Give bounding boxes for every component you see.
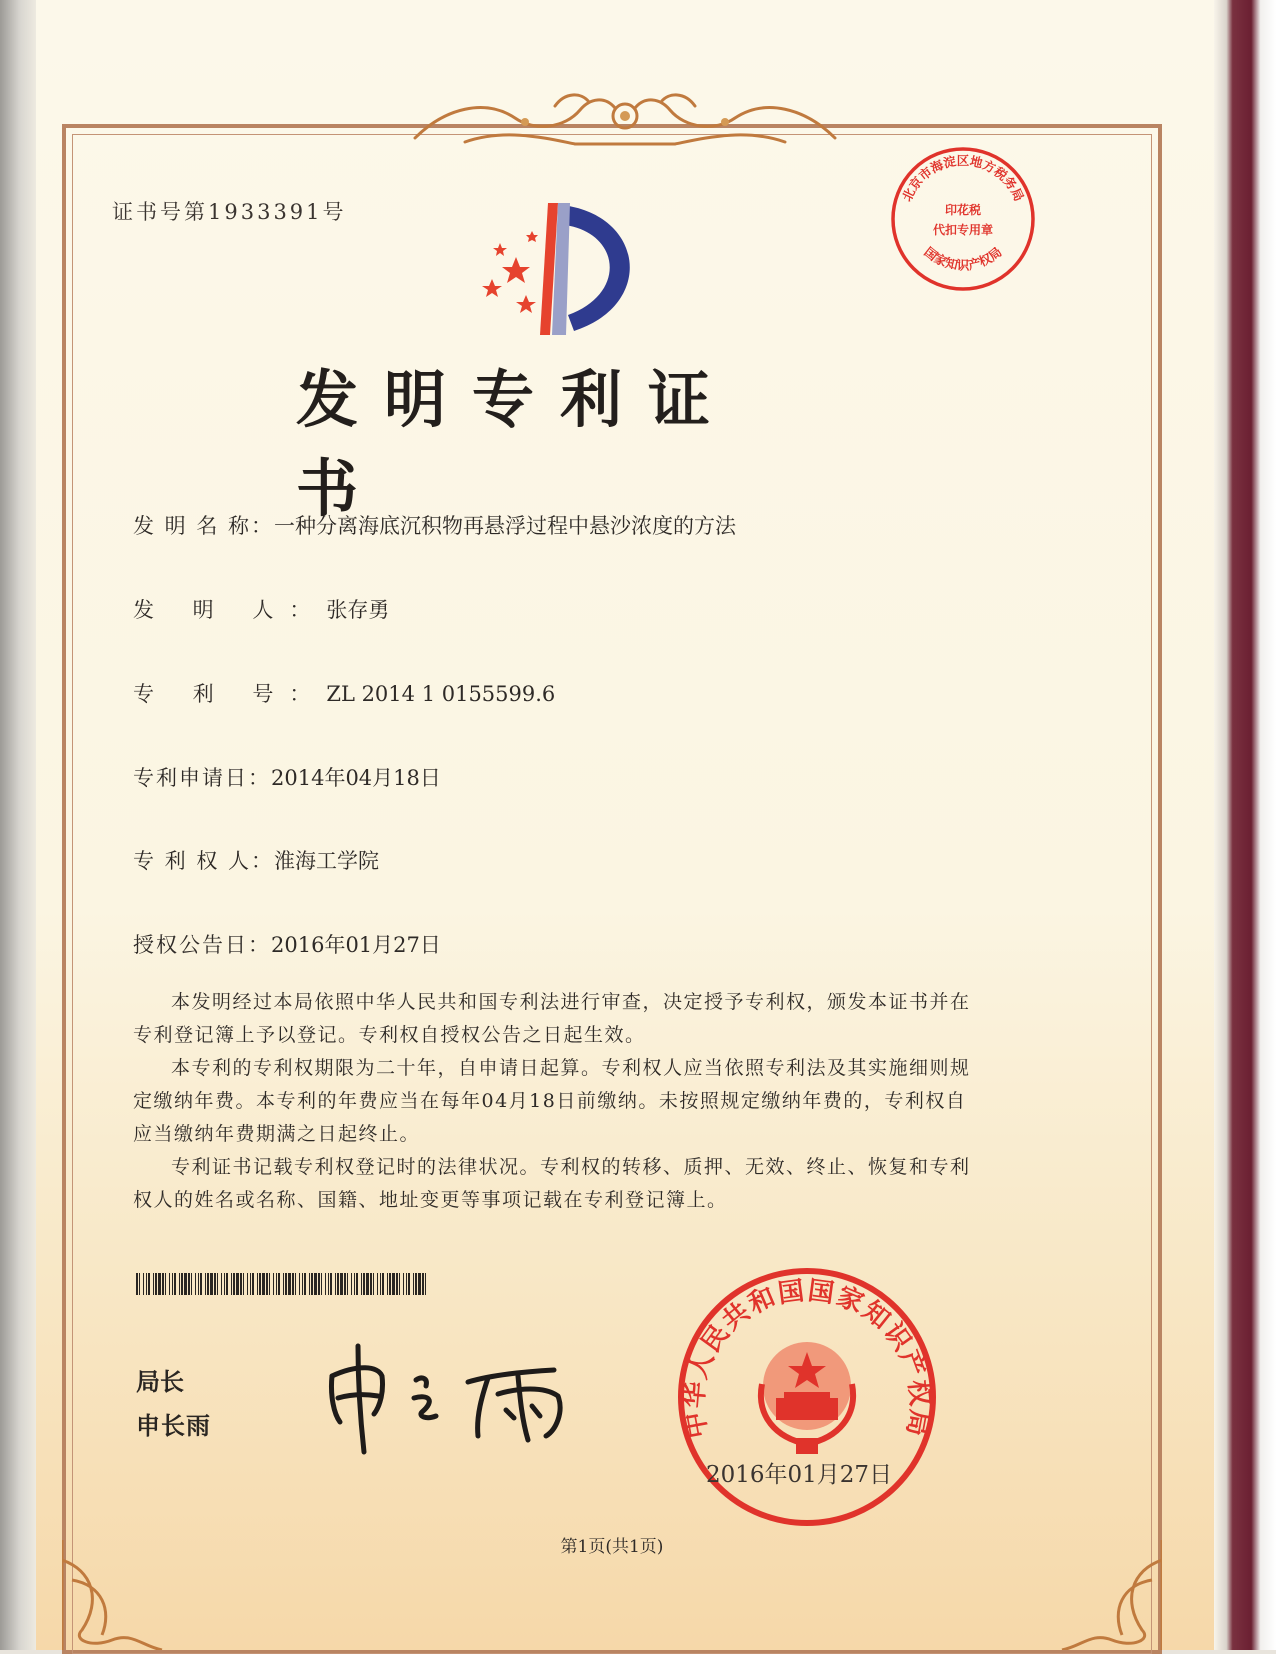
barcode-bar — [325, 1273, 326, 1295]
tax-stamp-text-1: 印花税 — [944, 203, 982, 217]
barcode-bar — [266, 1273, 268, 1295]
director-name: 申长雨 — [136, 1412, 211, 1440]
barcode-bar — [181, 1273, 183, 1295]
barcode-icon — [136, 1273, 428, 1295]
tax-stamp-text-2: 代扣专用章 — [932, 223, 994, 237]
barcode-bar — [184, 1273, 187, 1295]
inventor-value: 张存勇 — [326, 598, 390, 622]
field-patentee — [133, 845, 379, 875]
barcode-bar — [231, 1273, 232, 1295]
barcode-bar — [396, 1273, 398, 1295]
barcode-bar — [276, 1273, 277, 1295]
barcode-bar — [205, 1273, 206, 1295]
barcode-bar — [278, 1273, 280, 1295]
barcode-bar — [285, 1273, 287, 1295]
certificate-title: 发明专利证书 — [296, 363, 737, 525]
page-footer: 第1页(共1页) — [560, 1537, 664, 1557]
patentee-label: 专 利 权 人： — [133, 849, 275, 873]
barcode-bar — [146, 1273, 147, 1295]
barcode-bar — [143, 1273, 144, 1295]
barcode-bar — [288, 1273, 291, 1295]
barcode-bar — [136, 1273, 138, 1295]
barcode-bar — [425, 1273, 426, 1295]
barcode-bar — [380, 1273, 381, 1295]
barcode-bar — [292, 1273, 294, 1295]
barcode-bar — [262, 1273, 265, 1295]
top-ornament-icon — [405, 88, 845, 152]
barcode-bar — [139, 1273, 140, 1295]
barcode-bar — [370, 1273, 372, 1295]
barcode-bar — [283, 1273, 284, 1295]
cnipa-logo-icon — [470, 195, 660, 340]
patentee-value: 淮海工学院 — [274, 849, 380, 873]
field-invention-name — [133, 510, 736, 540]
barcode-bar — [188, 1273, 190, 1295]
barcode-bar — [299, 1273, 300, 1295]
director-title: 局长 — [136, 1368, 184, 1396]
barcode-bar — [221, 1273, 222, 1295]
barcode-bar — [169, 1273, 170, 1295]
tax-stamp-seal — [888, 144, 1038, 294]
barcode-bar — [377, 1273, 378, 1295]
filing-date-value: 2014年04月18日 — [271, 766, 441, 790]
barcode-bar — [155, 1273, 157, 1295]
barcode-bar — [337, 1273, 339, 1295]
barcode-bar — [233, 1273, 235, 1295]
filing-date-label: 专利申请日： — [133, 766, 271, 790]
book-binding-right — [1214, 0, 1276, 1650]
barcode-bar — [356, 1273, 358, 1295]
barcode-bar — [207, 1273, 209, 1295]
invention-name-label: 发 明 名 称： — [133, 514, 275, 538]
barcode-bar — [257, 1273, 258, 1295]
seal-date: 2016年01月27日 — [706, 1462, 893, 1488]
barcode-bar — [387, 1273, 388, 1295]
barcode-bar — [273, 1273, 274, 1295]
barcode-bar — [392, 1273, 395, 1295]
barcode-bar — [328, 1273, 329, 1295]
invention-name-value: 一种分离海底沉积物再悬浮过程中悬沙浓度的方法 — [274, 514, 737, 538]
barcode-bar — [363, 1273, 365, 1295]
barcode-bar — [309, 1273, 310, 1295]
barcode-bar — [311, 1273, 313, 1295]
handwritten-signature — [318, 1336, 578, 1456]
barcode-bar — [236, 1273, 239, 1295]
field-inventor — [133, 594, 389, 624]
barcode-bar — [344, 1273, 346, 1295]
barcode-bar — [210, 1273, 213, 1295]
barcode-bar — [354, 1273, 355, 1295]
field-grant-date — [133, 929, 441, 959]
inventor-label: 发 明 人： — [133, 598, 327, 622]
barcode-bar — [172, 1273, 173, 1295]
barcode-bar — [198, 1273, 199, 1295]
barcode-bar — [361, 1273, 362, 1295]
barcode-bar — [158, 1273, 161, 1295]
svg-text:北京市海淀区地方税务局: 北京市海淀区地方税务局 — [899, 152, 1027, 204]
body-paragraph-2: 本专利的专利权期限为二十年，自申请日起算。专利权人应当依照专利法及其实施细则规定缴纳年费。本专利的年费应当在每年04月18日前缴纳。未按照规定缴纳年费的，专利权自应当缴纳年费期满之日起终止。 — [133, 1057, 971, 1145]
barcode-bar — [148, 1273, 150, 1295]
patent-number-label: 专 利 号： — [133, 682, 327, 706]
barcode-bar — [240, 1273, 242, 1295]
svg-text:中华人民共和国国家知识产权局: 中华人民共和国国家知识产权局 — [679, 1275, 935, 1441]
barcode-bar — [399, 1273, 400, 1295]
barcode-bar — [321, 1273, 322, 1295]
barcode-bar — [366, 1273, 369, 1295]
barcode-bar — [382, 1273, 384, 1295]
svg-text:国家知识产权局: 国家知识产权局 — [921, 244, 1005, 273]
barcode-bar — [330, 1273, 332, 1295]
barcode-bar — [422, 1273, 424, 1295]
barcode-bar — [259, 1273, 261, 1295]
barcode-bar — [389, 1273, 391, 1295]
certificate-body — [133, 986, 983, 1217]
barcode-bar — [314, 1273, 317, 1295]
barcode-bar — [179, 1273, 180, 1295]
body-paragraph-3: 专利证书记载专利权登记时的法律状况。专利权的转移、质押、无效、终止、恢复和专利权人的姓名或名称、国籍、地址变更等事项记载在专利登记簿上。 — [133, 1156, 971, 1211]
book-binding-left — [0, 0, 40, 1650]
barcode-bar — [243, 1273, 244, 1295]
barcode-bar — [304, 1273, 306, 1295]
barcode-bar — [302, 1273, 303, 1295]
barcode-bar — [250, 1273, 251, 1295]
barcode-bar — [226, 1273, 228, 1295]
barcode-bar — [408, 1273, 410, 1295]
barcode-bar — [415, 1273, 417, 1295]
barcode-bar — [162, 1273, 164, 1295]
barcode-bar — [418, 1273, 421, 1295]
barcode-bar — [195, 1273, 196, 1295]
barcode-bar — [165, 1273, 166, 1295]
barcode-bar — [413, 1273, 414, 1295]
body-paragraph-1: 本发明经过本局依照中华人民共和国专利法进行审查，决定授予专利权，颁发本证书并在专利登记簿上予以登记。专利权自授权公告之日起生效。 — [133, 991, 971, 1046]
barcode-bar — [340, 1273, 343, 1295]
barcode-bar — [269, 1273, 270, 1295]
barcode-bar — [174, 1273, 176, 1295]
barcode-bar — [247, 1273, 248, 1295]
barcode-bar — [153, 1273, 154, 1295]
barcode-bar — [295, 1273, 296, 1295]
barcode-bar — [217, 1273, 218, 1295]
barcode-bar — [351, 1273, 352, 1295]
barcode-bar — [335, 1273, 336, 1295]
field-filing-date — [133, 762, 441, 792]
barcode-bar — [347, 1273, 348, 1295]
barcode-bar — [373, 1273, 374, 1295]
barcode-bar — [200, 1273, 202, 1295]
grant-date-value: 2016年01月27日 — [271, 933, 441, 957]
barcode-bar — [318, 1273, 320, 1295]
patent-number-value: ZL 2014 1 0155599.6 — [326, 682, 556, 706]
barcode-bar — [191, 1273, 192, 1295]
barcode-bar — [406, 1273, 407, 1295]
grant-date-label: 授权公告日： — [133, 933, 271, 957]
certificate-number: 证书号第1933391号 — [112, 200, 347, 224]
barcode-bar — [224, 1273, 225, 1295]
barcode-bar — [403, 1273, 404, 1295]
barcode-bar — [252, 1273, 254, 1295]
field-patent-number — [133, 678, 555, 708]
barcode-bar — [214, 1273, 216, 1295]
